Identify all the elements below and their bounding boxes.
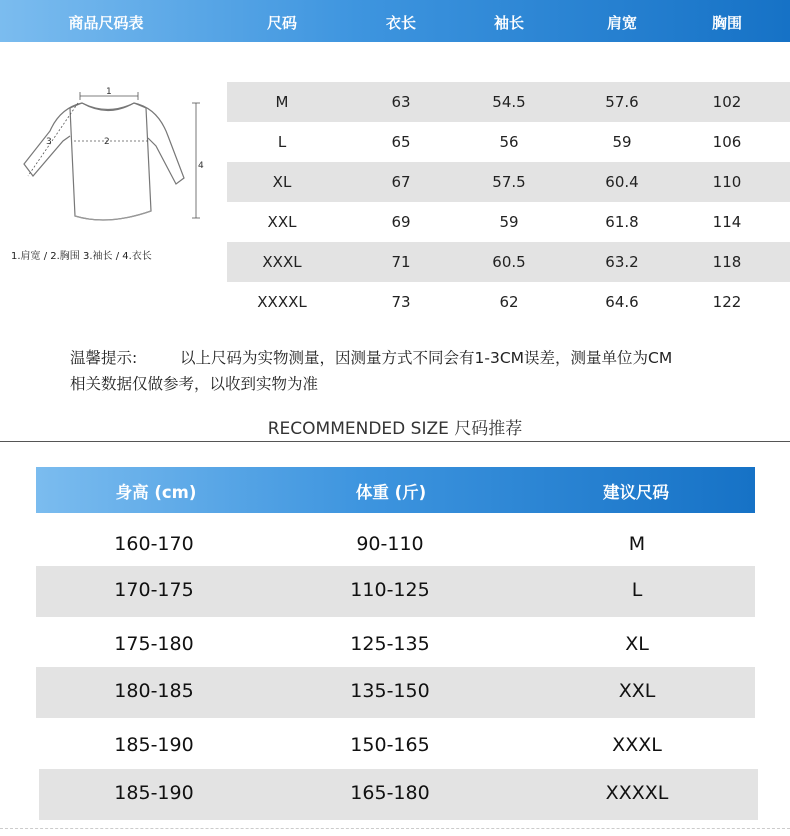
cell-length: 73 [391, 293, 411, 311]
cell-shoulder: 60.4 [605, 173, 639, 191]
cell-size: L [277, 133, 287, 151]
header-height: 身高 (cm) [115, 483, 197, 502]
cell-weight: 135-150 [350, 680, 430, 702]
cell-suggested-size: M [628, 533, 646, 555]
header-weight: 体重 (斤) [355, 483, 427, 502]
cell-weight: 165-180 [350, 782, 430, 804]
cell-shoulder: 57.6 [605, 93, 639, 111]
cell-chest: 106 [712, 133, 742, 151]
table-row [36, 566, 755, 617]
cell-size: XXXL [262, 253, 302, 271]
cell-chest: 110 [712, 173, 742, 191]
header-chest: 胸围 [711, 14, 743, 32]
cell-sleeve: 62 [499, 293, 519, 311]
cell-chest: 122 [712, 293, 742, 311]
recommended-table-header [36, 467, 755, 513]
size-table-header [0, 0, 790, 42]
diagram-marker-1: 1 [106, 87, 112, 97]
measurement-tip [70, 345, 672, 397]
cell-weight: 110-125 [350, 579, 430, 601]
tip-label: 温馨提示: [70, 349, 138, 367]
table-row [36, 620, 755, 671]
cell-length: 69 [391, 213, 411, 231]
cell-suggested-size: XL [625, 633, 649, 655]
cell-shoulder: 63.2 [605, 253, 639, 271]
table-row [227, 162, 790, 202]
header-product-size-chart: 商品尺码表 [68, 14, 144, 32]
diagram-marker-4: 4 [198, 161, 204, 171]
table-row [36, 520, 755, 571]
cell-chest: 114 [712, 213, 742, 231]
tip-line-1: 以上尺码为实物测量，因测量方式不同会有1-3CM误差，测量单位为CM [180, 349, 673, 367]
cell-height: 180-185 [114, 680, 194, 702]
header-size: 尺码 [266, 14, 298, 32]
diagram-marker-2: 2 [104, 137, 110, 147]
cell-size: XXL [267, 213, 297, 231]
cell-weight: 125-135 [350, 633, 430, 655]
diagram-marker-3: 3 [46, 137, 52, 147]
table-row [227, 242, 790, 282]
table-row [227, 202, 790, 242]
table-row [36, 721, 755, 772]
garment-diagram [8, 86, 213, 266]
table-row [227, 282, 790, 322]
cell-suggested-size: XXL [618, 680, 656, 702]
cell-suggested-size: XXXL [612, 734, 662, 756]
cell-sleeve: 56 [499, 133, 519, 151]
cell-size: M [275, 93, 289, 111]
header-shoulder: 肩宽 [606, 14, 638, 32]
cell-suggested-size: XXXXL [605, 782, 669, 804]
cell-chest: 102 [712, 93, 742, 111]
bottom-divider [0, 828, 790, 829]
header-suggested-size: 建议尺码 [603, 483, 669, 502]
cell-sleeve: 54.5 [492, 93, 526, 111]
cell-chest: 118 [712, 253, 742, 271]
header-sleeve: 袖长 [493, 14, 525, 32]
table-row [39, 769, 758, 820]
cell-height: 175-180 [114, 633, 194, 655]
recommended-size-title: RECOMMENDED SIZE 尺码推荐 [267, 419, 523, 439]
cell-length: 67 [391, 173, 411, 191]
cell-sleeve: 60.5 [492, 253, 526, 271]
cell-shoulder: 64.6 [605, 293, 639, 311]
table-row [227, 82, 790, 122]
cell-weight: 90-110 [356, 533, 424, 555]
cell-size: XXXXL [257, 293, 307, 311]
cell-height: 185-190 [114, 734, 194, 756]
header-length: 衣长 [385, 14, 417, 32]
cell-height: 170-175 [114, 579, 194, 601]
cell-size: XL [272, 173, 292, 191]
cell-length: 65 [391, 133, 411, 151]
cell-length: 63 [391, 93, 411, 111]
cell-length: 71 [391, 253, 411, 271]
table-row [227, 122, 790, 162]
cell-shoulder: 59 [612, 133, 632, 151]
cell-sleeve: 57.5 [492, 173, 526, 191]
table-row [36, 667, 755, 718]
size-table [227, 82, 790, 322]
diagram-legend: 1.肩宽 / 2.胸围 3.袖长 / 4.衣长 [11, 251, 152, 262]
cell-shoulder: 61.8 [605, 213, 639, 231]
tip-line-2: 相关数据仅做参考，以收到实物为准 [70, 375, 319, 393]
cell-weight: 150-165 [350, 734, 430, 756]
cell-height: 160-170 [114, 533, 194, 555]
cell-sleeve: 59 [499, 213, 519, 231]
cell-height: 185-190 [114, 782, 194, 804]
divider [0, 441, 790, 442]
cell-suggested-size: L [631, 579, 643, 601]
